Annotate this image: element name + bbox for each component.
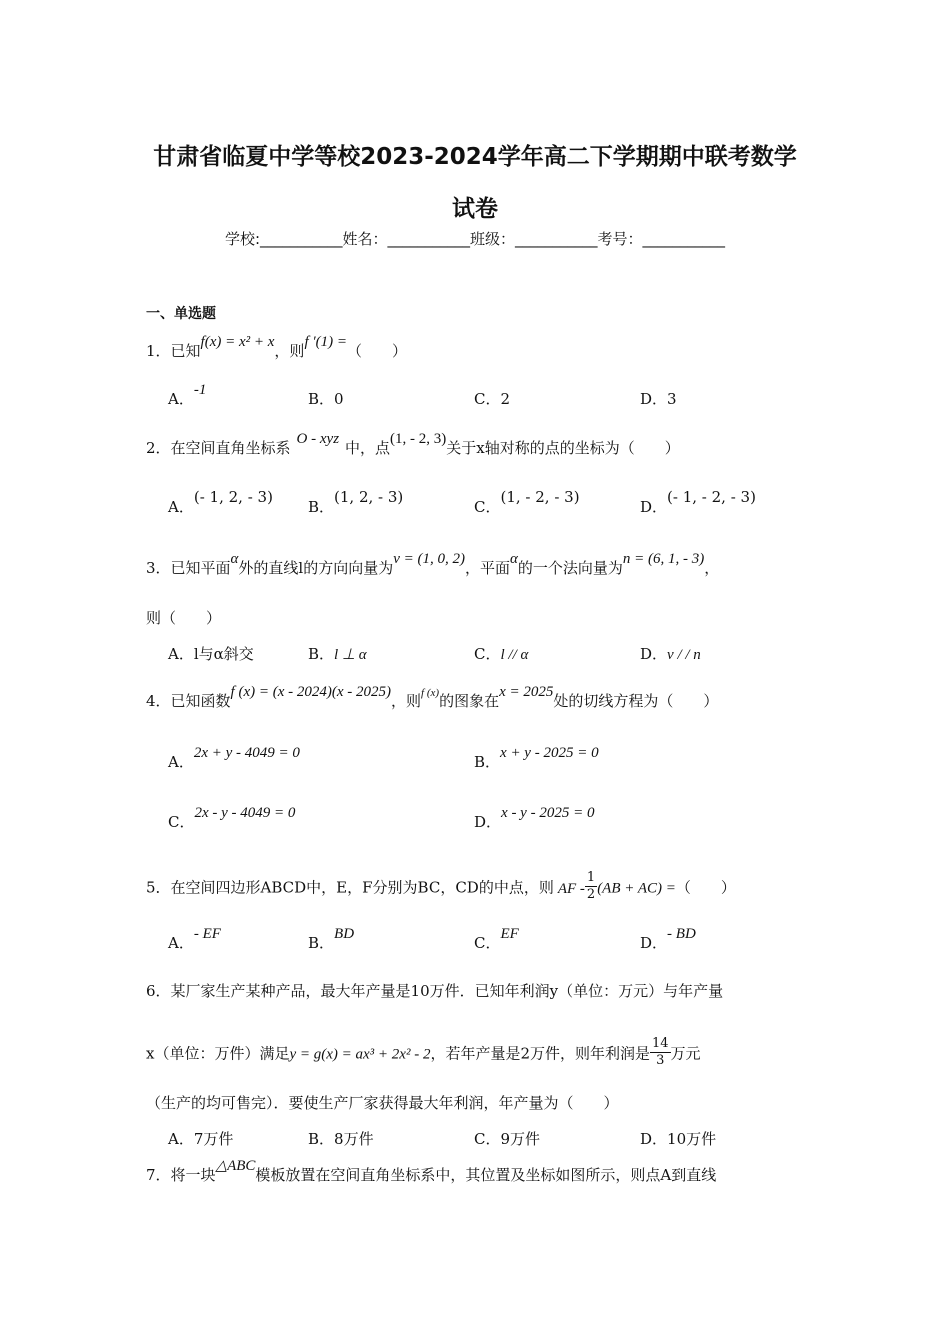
q4-formula: f (x) = (x - 2024)(x - 2025) <box>230 684 392 700</box>
q3-alpha: α <box>230 551 239 567</box>
q5-option-a: A．- EF <box>168 926 221 952</box>
q1-option-c: C．2 <box>474 390 511 408</box>
q3-option-d: D．v / / n <box>640 645 701 663</box>
q1-mid: ，则 <box>274 342 305 360</box>
exam-title-line2: 试卷 <box>452 196 498 222</box>
q3-mid2: ，平面 <box>465 559 511 577</box>
q2-formula: O - xyz <box>296 431 340 447</box>
q6-formula: y = g(x) = ax³ + 2x² - 2 <box>289 1046 431 1063</box>
q3-comma: ， <box>704 559 720 577</box>
q5-option-b: B．BD <box>308 926 355 952</box>
q4-mid: ，则 <box>391 692 422 710</box>
q2-text: 2．在空间直角坐标系 <box>146 439 291 457</box>
q6-option-d: D．10万件 <box>640 1130 717 1148</box>
q4-tail: 处的切线方程为（ ） <box>553 692 719 710</box>
q3-alpha-2: α <box>510 551 518 567</box>
q3-option-b: B．l ⊥ α <box>308 645 367 663</box>
question-5 <box>146 872 736 905</box>
q1-text: 1．已知 <box>146 342 201 360</box>
q3-vector-v: v = (1, 0, 2) <box>393 551 466 567</box>
q5-option-d: D．- BD <box>640 926 696 952</box>
q5-option-c: C．EF <box>474 926 519 952</box>
q6-option-a: A．7万件 <box>168 1130 234 1148</box>
q2-option-a: A．(- 1, 2, - 3) <box>168 488 273 516</box>
question-7 <box>146 1158 717 1185</box>
q6-text-b: ，若年产量是2万件，则年利润是 <box>430 1044 650 1063</box>
question-4 <box>146 684 719 711</box>
q7-text: 7．将一块 <box>146 1166 216 1184</box>
q4-option-c: C．2x - y - 4049 = 0 <box>168 805 296 831</box>
question-1 <box>146 334 408 361</box>
q6-text-c: 万元 <box>670 1044 701 1063</box>
q3-line2: 则（ ） <box>146 609 222 627</box>
q7-triangle: △ABC <box>215 1158 256 1174</box>
question-3 <box>146 551 720 578</box>
q1-formula-2: f ′(1) = <box>304 334 347 350</box>
q7-tail: 模板放置在空间直角坐标系中，其位置及坐标如图所示，则点A到直线 <box>255 1166 717 1184</box>
q5-fraction: $\frac{1}{2}$ <box>586 870 596 902</box>
q5-text: 5．在空间四边形ABCD中，E，F分别为BC，CD的中点，则 <box>146 878 554 897</box>
q2-mid: 中，点 <box>345 439 391 457</box>
q3-mid: 外的直线l的方向向量为 <box>238 559 394 577</box>
q5-tail: （ ） <box>675 878 736 897</box>
q6-option-c: C．9万件 <box>474 1130 541 1148</box>
q5-formula-b: (AB + AC) = <box>597 880 676 897</box>
question-6-line3: （生产的均可售完）．要使生产厂家获得最大年利润，年产量为（ ） <box>146 1094 619 1112</box>
q2-option-b: B．(1, 2, - 3) <box>308 488 404 516</box>
q4-mid2: 的图象在 <box>439 692 500 710</box>
question-2 <box>146 431 680 458</box>
q6-fraction: $\frac{14}{3}$ <box>652 1036 669 1068</box>
student-info-line: 学校:___________姓名：___________班级：___________考号：___________ <box>224 230 726 248</box>
q1-option-a: A．-1 <box>168 382 207 408</box>
q3-option-c: C．l // α <box>474 645 529 663</box>
q3-vector-n: n = (6, 1, - 3) <box>622 551 705 567</box>
exam-title-line1: 甘肃省临夏中学等校2023-2024学年高二下学期期中联考数学 <box>153 144 797 170</box>
question-6-line1: 6．某厂家生产某种产品，最大年产量是10万件．已知年利润y（单位：万元）与年产量 <box>146 982 724 1000</box>
q3-mid3: 的一个法向量为 <box>517 559 623 577</box>
q2-point: (1, - 2, 3) <box>390 431 447 447</box>
q1-paren: （ ） <box>347 342 408 360</box>
q4-option-b: B．x + y - 2025 = 0 <box>474 745 599 771</box>
question-6-line2 <box>146 1038 701 1071</box>
section-title: 一、单选题 <box>146 306 216 322</box>
q6-option-b: B．8万件 <box>308 1130 374 1148</box>
q5-formula-a: AF - <box>557 880 585 897</box>
q1-formula: f(x) = x² + x <box>200 334 275 350</box>
q2-option-d: D．(- 1, - 2, - 3) <box>640 488 756 516</box>
q3-option-a: A．l与α斜交 <box>168 645 254 663</box>
q4-x-value: x = 2025 <box>499 684 554 700</box>
q4-option-d: D．x - y - 2025 = 0 <box>474 805 595 831</box>
q1-option-d: D．3 <box>640 390 677 408</box>
q4-text: 4．已知函数 <box>146 692 231 710</box>
q4-fx: f (x) <box>421 687 440 699</box>
q2-option-c: C．(1, - 2, - 3) <box>474 488 580 516</box>
q3-text: 3．已知平面 <box>146 559 231 577</box>
q4-option-a: A．2x + y - 4049 = 0 <box>168 745 300 771</box>
q6-text-a: x（单位：万件）满足 <box>146 1044 290 1063</box>
q2-tail: 关于x轴对称的点的坐标为（ ） <box>446 439 680 457</box>
q1-option-b: B．0 <box>308 390 344 408</box>
